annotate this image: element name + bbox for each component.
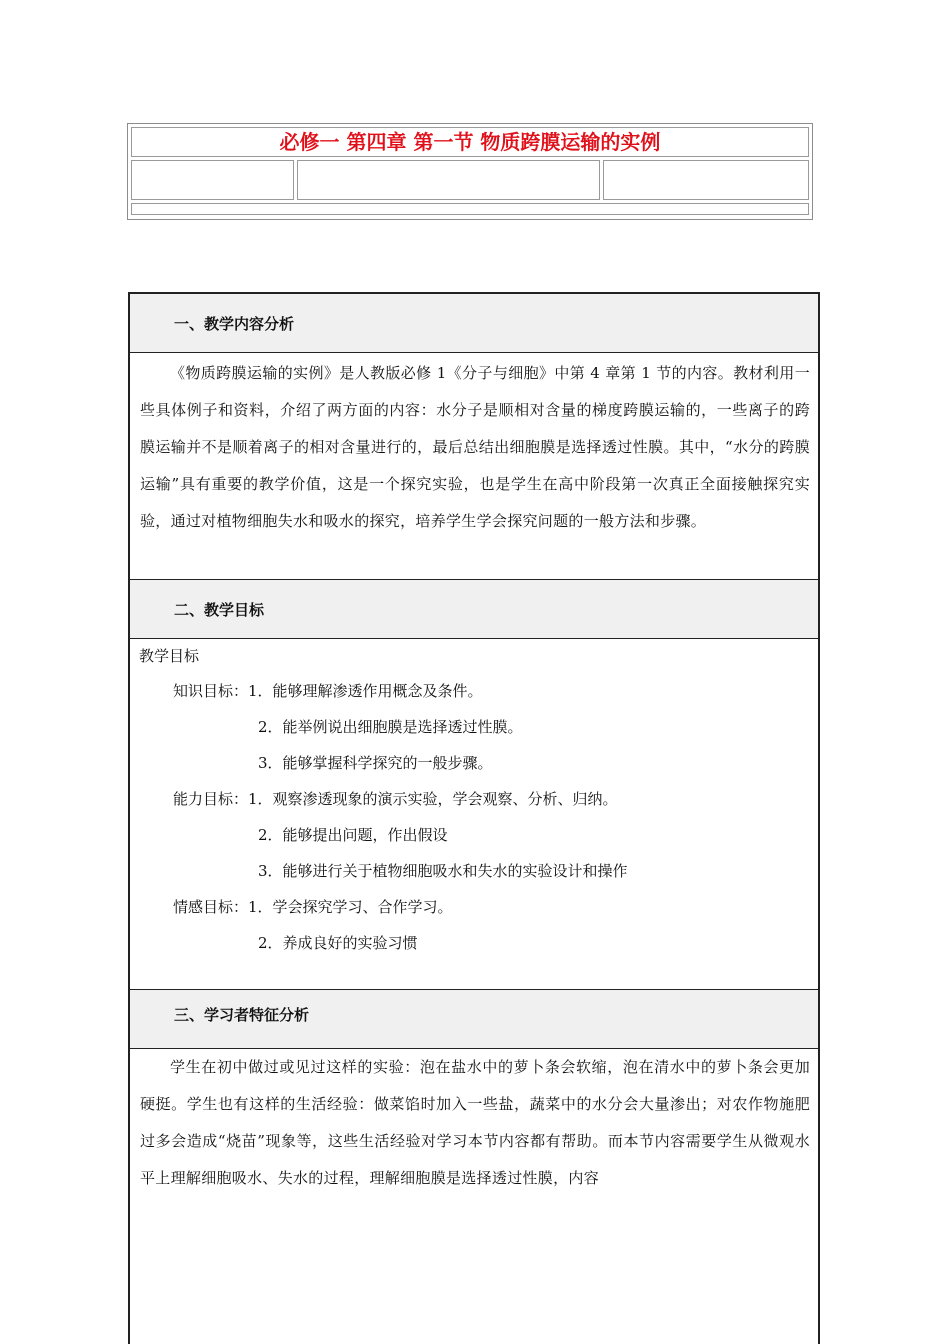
header-row-bottom [131, 203, 809, 215]
header-cell-middle [297, 160, 600, 200]
header-table [127, 123, 813, 220]
goals-intro: 教学目标 [139, 647, 200, 665]
section-heading-teaching-goals: 二、教学目标 [130, 580, 818, 639]
goal-line: 2．养成良好的实验习惯 [258, 934, 418, 952]
section-heading-content-analysis: 一、教学内容分析 [130, 294, 818, 353]
content-analysis-paragraph: 《物质跨膜运输的实例》是人教版必修 1《分子与细胞》中第 4 章第 1 节的内容。教材利用一些具体例子和资料，介绍了两方面的内容：水分子是顺相对含量的梯度跨膜运输的，一些离子的跨膜运输并不是顺着离子的相对含量进行的，最后总结出细胞膜是选择透过性膜。其中，“水分的跨膜运输”具有重要的教学价值，这是一个探究实验，也是学生在高中阶段第一次真正全面接触探究实验，通过对植物细胞失水和吸水的探究，培养学生学会探究问题的一般方法和步骤。 [140, 364, 810, 530]
header-cell-left [131, 160, 294, 200]
goal-line: 3．能够进行关于植物细胞吸水和失水的实验设计和操作 [258, 862, 628, 880]
document-title: 必修一 第四章 第一节 物质跨膜运输的实例 [131, 127, 809, 157]
goal-line: 情感目标：1．学会探究学习、合作学习。 [173, 898, 453, 916]
section-heading-learner-analysis: 三、学习者特征分析 [130, 990, 818, 1049]
goal-line: 2．能够提出问题，作出假设 [258, 826, 448, 844]
section-body-learner-analysis [130, 1049, 818, 1197]
goal-line: 3．能够掌握科学探究的一般步骤。 [258, 754, 493, 772]
goal-line: 2．能举例说出细胞膜是选择透过性膜。 [258, 718, 523, 736]
content-table [128, 292, 820, 1344]
header-cell-right [603, 160, 809, 200]
section-body-teaching-goals [130, 639, 818, 990]
goal-line: 知识目标：1．能够理解渗透作用概念及条件。 [173, 682, 483, 700]
learner-analysis-paragraph: 学生在初中做过或见过这样的实验：泡在盐水中的萝卜条会软缩，泡在清水中的萝卜条会更加硬挺。学生也有这样的生活经验：做菜馅时加入一些盐，蔬菜中的水分会大量渗出；对农作物施肥过多会造成“烧苗”现象等，这些生活经验对学习本节内容都有帮助。而本节内容需要学生从微观水平上理解细胞吸水、失水的过程，理解细胞膜是选择透过性膜，内容 [140, 1058, 810, 1187]
goal-line: 能力目标：1．观察渗透现象的演示实验，学会观察、分析、归纳。 [173, 790, 618, 808]
section-body-content-analysis [130, 353, 818, 580]
